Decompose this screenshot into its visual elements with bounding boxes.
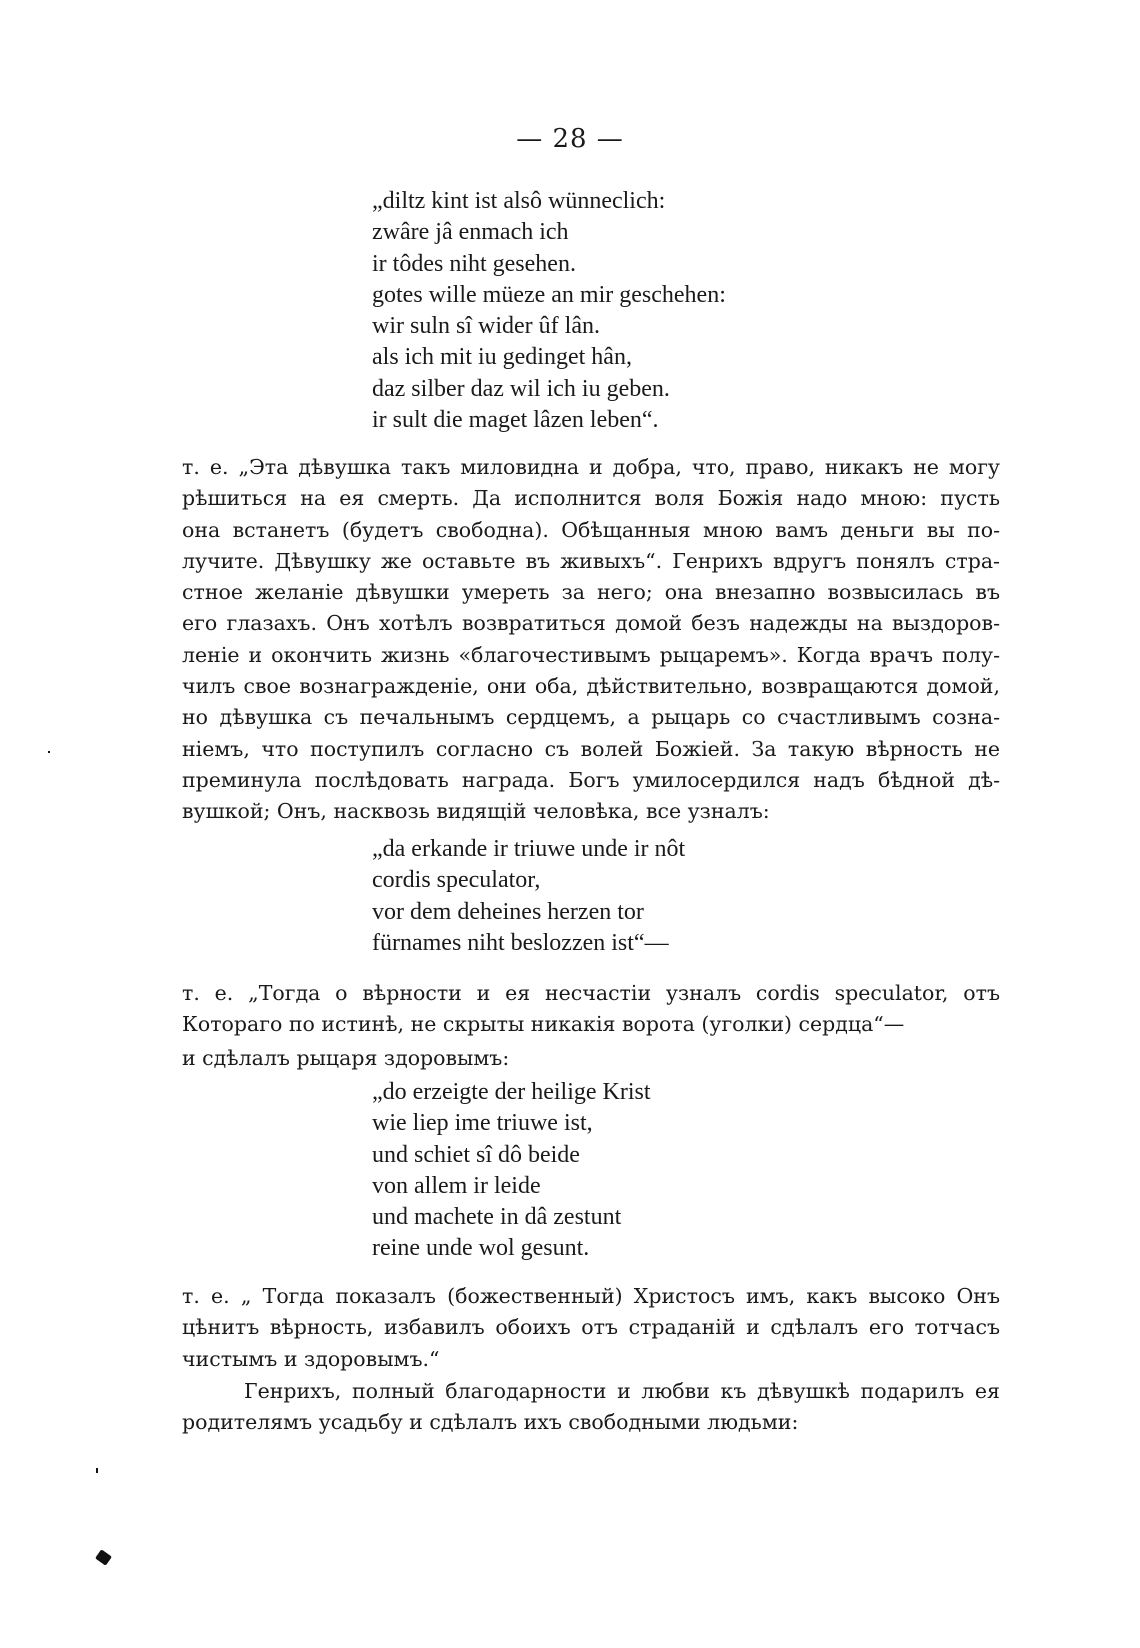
prose-paragraph-4 (182, 1376, 1000, 1439)
prose-paragraph-1 (182, 452, 1000, 828)
prose-line: т. е. „Эта дѣвушка такъ миловидна и добра, что, право, никакъ не могу (182, 455, 1000, 479)
prose-line: т. е. „ Тогда показалъ (божественный) Христосъ имъ, какъ высоко Онъ (182, 1284, 1000, 1308)
prose-line: леніе и окончить жизнь «благочестивымъ рыцаремъ». Когда врачъ полу- (182, 642, 1000, 667)
prose-line: рѣшиться на ея смерть. Да исполнится воля Божія надо мною: пусть (182, 486, 1000, 511)
verse-line: zwâre jâ enmach ich (372, 219, 569, 246)
prose-paragraph-3 (182, 1281, 1000, 1375)
verse-line: reine unde wol gesunt. (372, 1235, 590, 1262)
prose-line: ніемъ, что поступилъ согласно съ волей Божіей. За такую вѣрность не (182, 736, 1000, 761)
verse-line: ir tôdes niht gesehen. (372, 250, 576, 277)
prose-line: но дѣвушка съ печальнымъ сердцемъ, а рыцарь со счастливымъ созна- (182, 705, 1000, 730)
prose-line: цѣнитъ вѣрность, избавилъ обоихъ отъ страданій и сдѣлалъ его тотчасъ (182, 1315, 1000, 1340)
verse-line: gotes wille müeze an mir geschehen: (372, 281, 726, 308)
prose-line: стное желаніе дѣвушки умереть за него; она внезапно возвысилась въ (182, 580, 1000, 605)
prose-line: родителямъ усадьбу и сдѣлалъ ихъ свободными людьми: (182, 1410, 799, 1435)
prose-line: Котораго по истинѣ, не скрыты никакія ворота (уголки) сердца“— (182, 1012, 905, 1037)
verse-line: „diltz kint ist alsô wünneclich: (372, 188, 666, 214)
page-number: — 28 — (516, 124, 624, 154)
prose-line: и сдѣлалъ рыцаря здоровымъ: (182, 1045, 510, 1070)
verse-line: und schiet sî dô beide (372, 1141, 580, 1168)
verse-line: wie liep ime triuwe ist, (372, 1110, 593, 1137)
scan-speck (95, 1549, 112, 1565)
verse-line: als ich mit iu gedinget hân, (372, 344, 632, 371)
prose-line: Генрихъ, полный благодарности и любви къ дѣвушкѣ подарилъ ея (244, 1379, 1000, 1403)
verse-line: vor dem deheines herzen tor (372, 898, 644, 925)
verse-line: wir suln sî wider ûf lân. (372, 313, 600, 340)
prose-line: она встанетъ (будетъ свободна). Обѣщанныя мною вамъ деньги вы по- (182, 517, 1000, 542)
prose-line: преминула послѣдовать награда. Богъ умилосердился надъ бѣдной дѣ- (182, 767, 1000, 792)
scan-speck (48, 751, 50, 753)
prose-line: чистымъ и здоровымъ.“ (182, 1346, 440, 1371)
prose-line: лучите. Дѣвушку же оставьте въ живыхъ“. Генрихъ вдругъ понялъ стра- (182, 548, 1000, 573)
verse-line: cordis speculator, (372, 867, 541, 894)
verse-line: ir sult die maget lâzen leben“. (372, 407, 659, 434)
verse-line: fürnames niht beslozzen ist“— (372, 929, 669, 956)
verse-line: „do erzeigte der heilige Krist (372, 1079, 651, 1105)
prose-line: т. е. „Тогда о вѣрности и ея несчастіи узналъ cordis speculator, отъ (182, 981, 1000, 1005)
prose-line: чилъ свое вознагражденіе, они оба, дѣйствительно, возвращаются домой, (182, 674, 1000, 699)
prose-line: его глазахъ. Онъ хотѣлъ возвратиться домой безъ надежды на выздоров- (182, 611, 1000, 636)
verse-line: von allem ir leide (372, 1172, 541, 1199)
verse-line: und machete in dâ zestunt (372, 1204, 622, 1231)
scan-speck (96, 1468, 98, 1473)
verse-line: daz silber daz wil ich iu geben. (372, 375, 670, 402)
verse-block-3 (372, 1077, 651, 1265)
prose-paragraph-2 (182, 978, 1000, 1074)
prose-line: вушкой; Онъ, насквозь видящій человѣка, все узналъ: (182, 799, 770, 824)
verse-block-2 (372, 834, 685, 959)
verse-block-1 (372, 186, 726, 436)
verse-line: „da erkande ir triuwe unde ir nôt (372, 836, 686, 862)
